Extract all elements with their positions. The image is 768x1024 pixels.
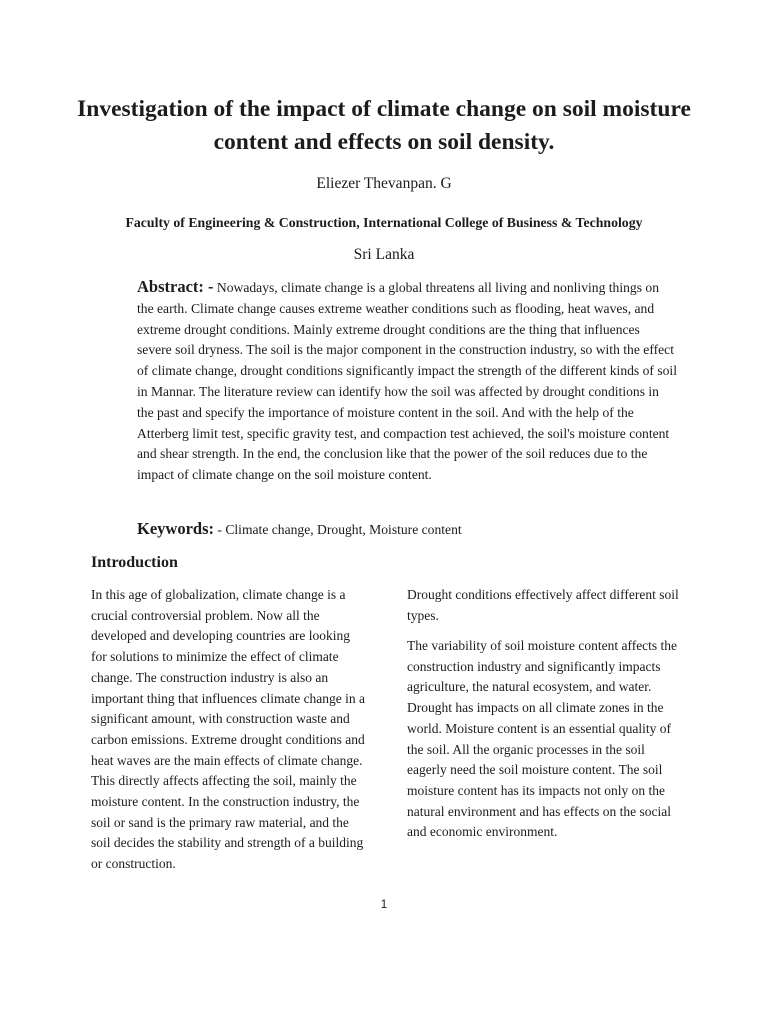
keywords <box>137 518 677 541</box>
author-country: Sri Lanka <box>353 246 415 263</box>
abstract-text: Nowadays, climate change is a global threatens all living and nonliving things on the earth. Climate change causes extreme weather conditions such as flooding, heat waves, and extreme drought conditions. Mainly extreme drought conditions are the thing that influences severe soil dryness. The soil is the major component in the construction industry, so with the effect of climate change, drought conditions significantly impact the strength of the different kinds of soil in Mannar. The literature review can identify how the soil was affected by drought conditions in the past and specify the importance of moisture content in the soil. And with the help of the Atterberg limit test, specific gravity test, and compaction test achieved, the soil's moisture content and shear strength. In the end, the conclusion like that the power of the soil reduces due to the impact of climate change on the soil moisture content. <box>137 280 677 483</box>
intro-paragraph: The variability of soil moisture content affects the construction industry and significantly impacts agriculture, the natural ecosystem, and water. Drought has impacts on all climate zones in the world. Moisture content is an essential quality of the soil. All the organic processes in the soil eagerly need the soil moisture content. The soil moisture content has its impacts not only on the natural environment and has effects on the social and economic environment. <box>407 638 678 840</box>
intro-paragraph: Drought conditions effectively affect different soil types. <box>407 587 679 623</box>
introduction-heading: Introduction <box>91 554 178 571</box>
keywords-text: - Climate change, Drought, Moisture content <box>217 522 462 537</box>
page-number: 1 <box>380 897 388 911</box>
keywords-label: Keywords: <box>137 519 214 538</box>
paper-title: Investigation of the impact of climate change on soil moisture content and effects on soil density. <box>77 96 691 155</box>
abstract-label: Abstract: - <box>137 277 214 296</box>
author-name: Eliezer Thevanpan. G <box>316 175 452 192</box>
intro-paragraph: In this age of globalization, climate change is a crucial controversial problem. Now all the developed and developing countries are looking for solutions to minimize the effect of climate change. The construction industry is also an important thing that influences climate change in a significant amount, with construction waste and carbon emissions. Extreme drought conditions and heat waves are the main effects of climate change. This directly affects affecting the soil, mainly the moisture content. In the construction industry, the soil or sand is the primary raw material, and the soil decides the stability and strength of a building or construction. <box>91 587 366 872</box>
author-affiliation: Faculty of Engineering & Construction, International College of Business & Technology <box>125 215 643 230</box>
abstract <box>137 277 677 486</box>
